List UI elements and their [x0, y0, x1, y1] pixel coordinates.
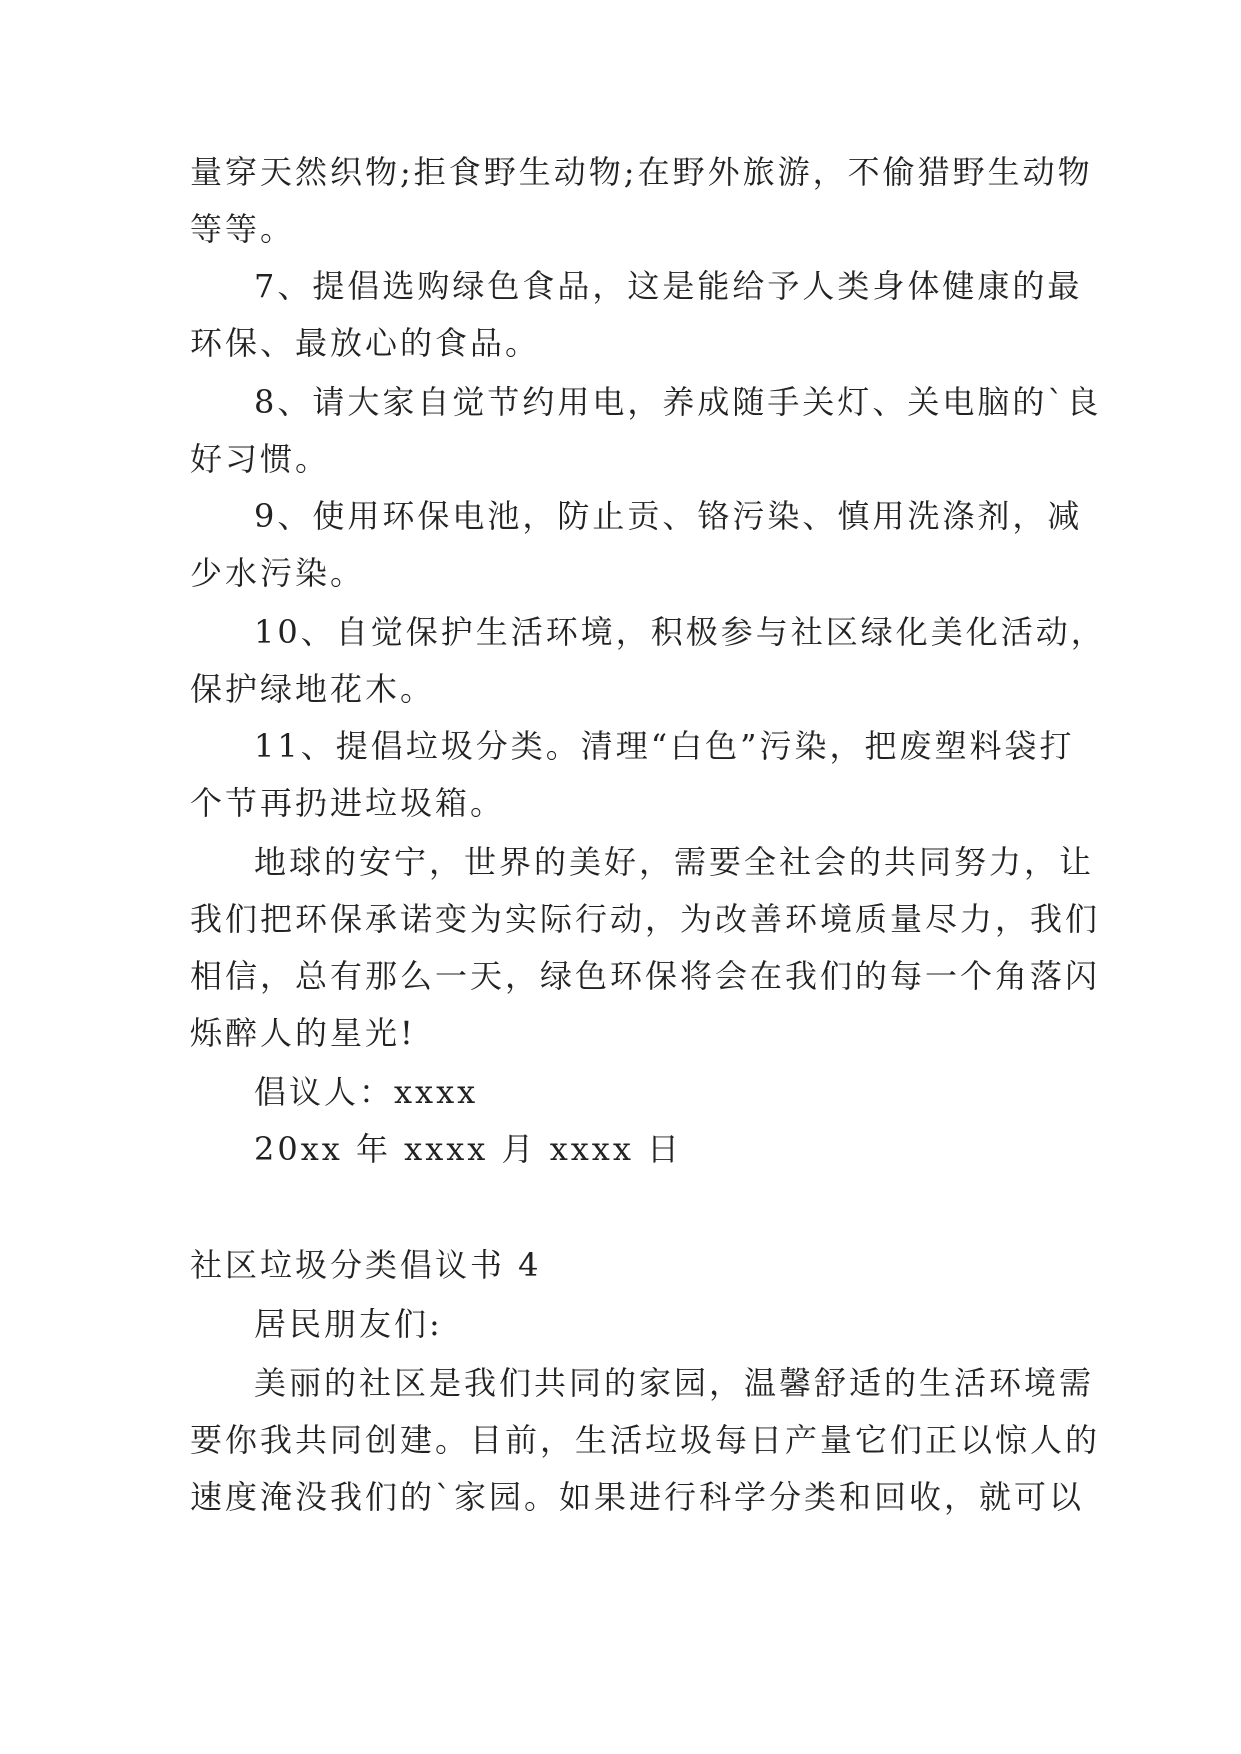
body-line: 我们把环保承诺变为实际行动，为改善环境质量尽力，我们 [190, 900, 1101, 938]
date-line: 20xx 年 xxxx 月 xxxx 日 [254, 1130, 683, 1168]
body-line: 相信，总有那么一天，绿色环保将会在我们的每一个角落闪 [190, 957, 1101, 995]
initiator-line: 倡议人：xxxx [254, 1073, 479, 1111]
list-item-9: 9、使用环保电池，防止贡、铬污染、慎用洗涤剂，减 [254, 497, 1083, 535]
body-line: 要你我共同创建。目前，生活垃圾每日产量它们正以惊人的 [190, 1421, 1101, 1459]
body-line: 速度淹没我们的`家园。如果进行科学分类和回收，就可以 [190, 1478, 1085, 1516]
body-line: 好习惯。 [190, 440, 331, 478]
list-item-10: 10、自觉保护生活环境，积极参与社区绿化美化活动， [254, 613, 1106, 651]
body-line: 环保、最放心的食品。 [190, 324, 541, 362]
list-item-11: 11、提倡垃圾分类。清理“白色”污染，把废塑料袋打 [254, 727, 1075, 765]
body-line: 保护绿地花木。 [190, 670, 436, 708]
salutation: 居民朋友们: [254, 1305, 443, 1343]
body-line: 烁醉人的星光! [190, 1014, 416, 1052]
section-title: 社区垃圾分类倡议书 4 [190, 1246, 542, 1284]
body-line: 个节再扔进垃圾箱。 [190, 784, 506, 822]
body-line: 少水污染。 [190, 554, 366, 592]
body-line: 量穿天然织物;拒食野生动物;在野外旅游，不偷猎野生动物 [190, 153, 1093, 191]
body-line: 美丽的社区是我们共同的家园，温馨舒适的生活环境需 [254, 1364, 1095, 1402]
closing-paragraph: 地球的安宁，世界的美好，需要全社会的共同努力，让 [254, 843, 1095, 881]
list-item-8: 8、请大家自觉节约用电，养成随手关灯、关电脑的`良 [254, 383, 1102, 421]
body-line: 等等。 [190, 210, 296, 248]
list-item-7: 7、提倡选购绿色食品，这是能给予人类身体健康的最 [254, 267, 1083, 305]
